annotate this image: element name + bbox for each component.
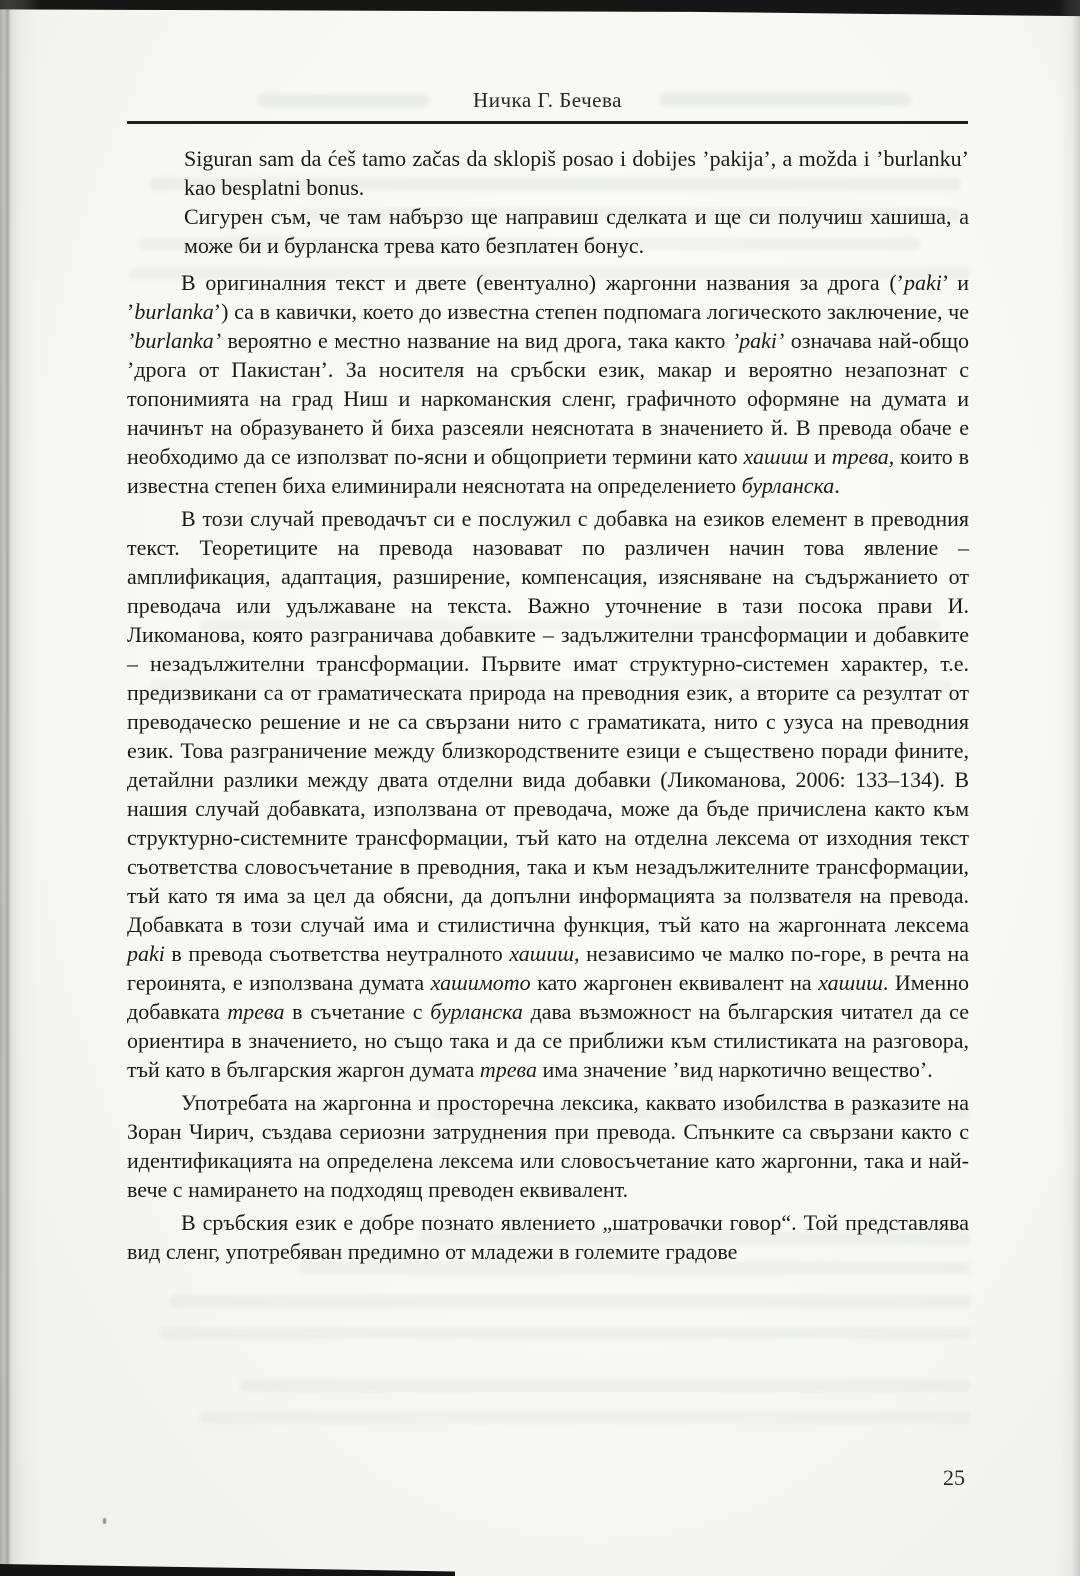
- scan-edge-bottom: [0, 1564, 455, 1576]
- ink-speck: [103, 1518, 106, 1524]
- body-paragraph: В сръбския език е добре познато явлението „шатровачки говор“. Той представлява вид сленг, употребяван предимно от младежи в големите градове: [127, 1210, 969, 1264]
- scan-edge-right: [1058, 0, 1080, 1576]
- bleedthrough-streak: [160, 1327, 970, 1339]
- bleedthrough-streak: [170, 1295, 970, 1307]
- page-body: [127, 144, 969, 1266]
- running-header: Ничка Г. Бечева: [473, 88, 622, 112]
- bleedthrough-streak: [240, 1380, 970, 1392]
- quote-line-serbian: Siguran sam da ćeš tamo začas da sklopiš posao i dobijes ’pakija’, a možda i ’burlanku’ kao besplatni bonus.: [184, 146, 969, 200]
- bleedthrough-streak: [200, 1412, 970, 1424]
- header-rule: [127, 121, 968, 124]
- body-paragraph: Употребата на жаргонна и просторечна лексика, каквато изобилства в разказите на Зоран Чирич, създава сериозни затруднения при превода. Спънките са свързани както с идентификацията на определена лексема или словосъчетание като жаргонни, така и най-вече с намирането на подходящ преводен еквивалент.: [127, 1090, 969, 1202]
- page-number: 25: [943, 1465, 965, 1490]
- quote-line-bulgarian: Сигурен съм, че там набързо ще направиш сделката и ще си получиш хашиша, а може би и бурланска трева като безплатен бонус.: [184, 204, 969, 258]
- body-paragraph: В оригиналния текст и двете (евентуално) жаргонни названия за дрога (’paki’ и ’burlanka’) са в кавички, което до известна степен подпомага логическото заключение, че ’burlanka’ вероятно е местно название на вид дрога, така както ’paki’ означава най-общо ’дрога от Пакистан’. За носителя на сръбски език, макар и вероятно незапознат с топонимията на град Ниш и наркоманския сленг, графичното оформяне на думата и начинът на образуването й биха разсеяли неяснотата в значението й. В превода обаче е необходимо да се използват по-ясни и общоприети термини като хашиш и трева, които в известна степен биха елиминирали неяснотата на определението бурланска.: [127, 270, 970, 498]
- scan-edge-top: [0, 0, 1080, 17]
- page-fold-line: [6, 8, 9, 1572]
- body-paragraph: В този случай преводачът си е послужил с добавка на езиков елемент в преводния текст. Теоретиците на превода назовават по различен начин това явление – амплификация, адаптация, разширение, компенсация, изясняване на съдържанието от преводача или удължаване на текста. Важно уточнение в тази посока прави И. Ликоманова, която разграничава добавките – задължителни трансформации и добавките – незадължителни трансформации. Първите имат структурно-системен характер, т.е. предизвикани са от граматическата природа на преводния език, а вторите са резултат от преводаческо решение и не са свързани нито с граматиката, нито с узуса на преводния език. Това разграничение между близкородствените езици е съществено поради фините, детайлни разлики между двата отделни вида добавки (Ликоманова, 2006: 133–134). В нашия случай добавката, използвана от преводача, може да бъде причислена както към структурно-системните трансформации, тъй като на отделна лексема от изходния текст съответства словосъчетание в преводния, така и към незадължителните трансформации, тъй като тя има за цел да обясни, да допълни информацията за ползвателя на превода. Добавката в този случай има и стилистична функция, тъй като на жаргонната лексема paki в превода съответства неутралното хашиш, независимо че малко по-горе, в речта на героинята, е използвана думата хашимото като жаргонен еквивалент на хашиш. Именно добавката трева в съчетание с бурланска дава възможност на българския читател да се ориентира в значението, но също така и да се приближи към стилистиката на разговора, тъй като в българския жаргон думата трева има значение ’вид наркотично вещество’.: [127, 506, 970, 1082]
